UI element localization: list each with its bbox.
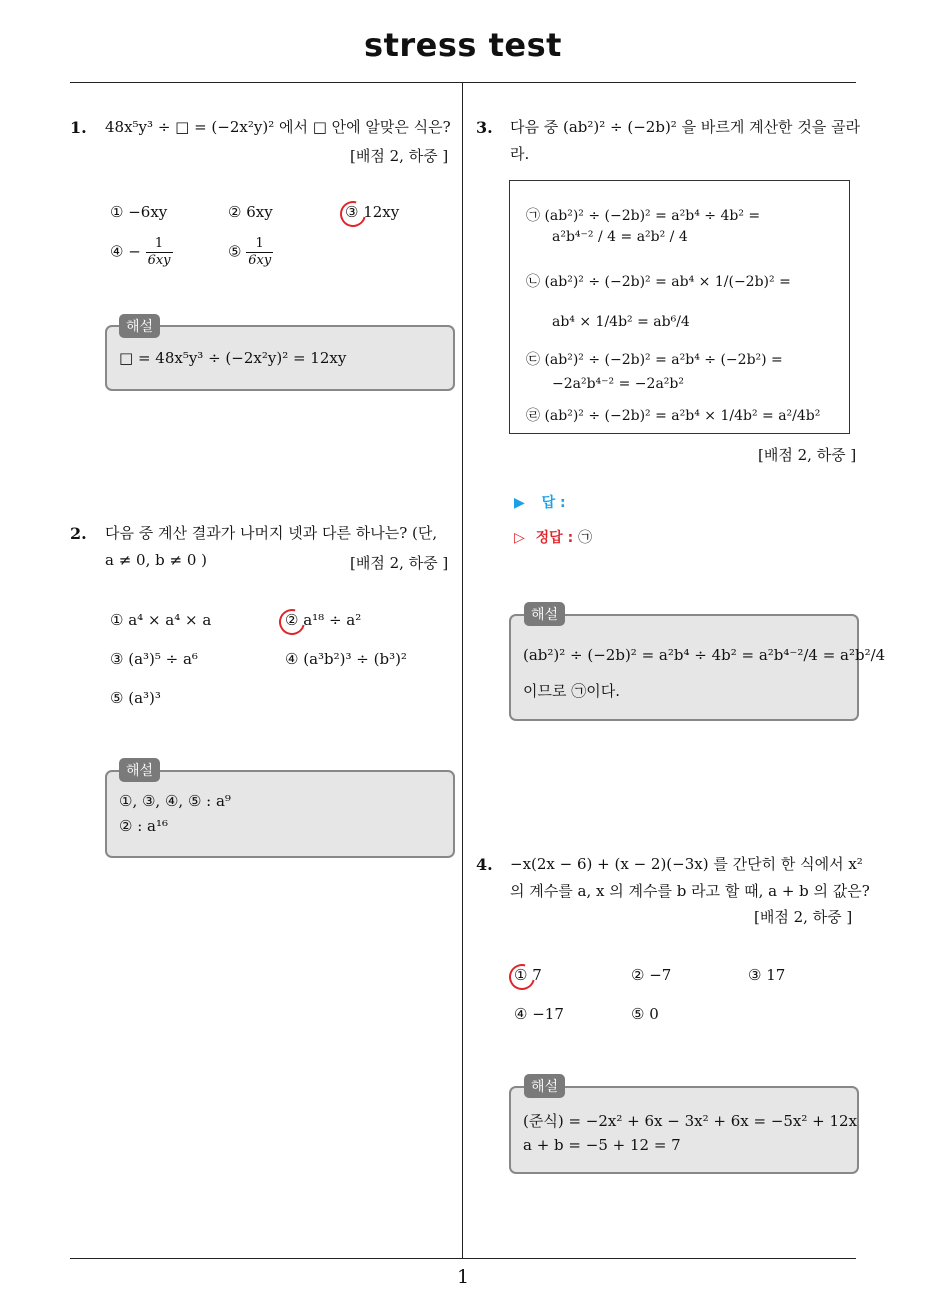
option-a[interactable]: ㉠ (ab²)² ÷ (−2b)² = a²b⁴ ÷ 4b² = xyxy=(526,208,761,224)
option-c-cont: −2a²b⁴⁻² = −2a²b² xyxy=(552,376,684,392)
choice-3[interactable]: ③ (a³)⁵ ÷ a⁶ xyxy=(110,650,198,668)
choice-3[interactable]: ③ 17 xyxy=(748,966,786,984)
choice-2[interactable]: ② a¹⁸ ÷ a² xyxy=(285,611,362,629)
fraction: $\frac{1}{6xy}$ xyxy=(248,236,272,268)
explanation-line: 이므로 ㉠이다. xyxy=(523,682,620,700)
question-meta: [배점 2, 하중 ] xyxy=(350,554,449,572)
selected-mark-icon xyxy=(274,604,310,640)
explanation-line: (준식) = −2x² + 6x − 3x² + 6x = −5x² + 12x xyxy=(523,1112,858,1130)
choice-5[interactable]: ⑤ (a³)³ xyxy=(110,689,161,707)
explanation-line: ①, ③, ④, ⑤ : a⁹ xyxy=(119,792,231,810)
question-stem-cont: 의 계수를 a, x 의 계수를 b 라고 할 때, a + b 의 값은? xyxy=(510,882,870,900)
explanation-tab: 해설 xyxy=(524,1074,565,1098)
play-outline-icon: ▷ xyxy=(514,530,525,546)
choice-3[interactable]: ③ 12xy xyxy=(345,203,400,221)
explanation-tab: 해설 xyxy=(119,314,160,338)
question-stem: 다음 중 계산 결과가 나머지 넷과 다른 하나는? (단, xyxy=(105,524,438,542)
choice-2[interactable]: ② 6xy xyxy=(228,203,273,221)
explanation-line: □ = 48x⁵y³ ÷ (−2x²y)² = 12xy xyxy=(119,349,347,367)
column-divider xyxy=(462,83,463,1258)
question-stem: 48x⁵y³ ÷ □ = (−2x²y)² 에서 □ 안에 알맞은 식은? xyxy=(105,118,451,136)
choice-5[interactable]: ⑤ 0 xyxy=(631,1005,659,1023)
option-d[interactable]: ㉣ (ab²)² ÷ (−2b)² = a²b⁴ × 1/4b² = a²/4b² xyxy=(526,408,821,424)
question-stem: 다음 중 (ab²)² ÷ (−2b)² 을 바르게 계산한 것을 골라 xyxy=(510,118,861,136)
option-c[interactable]: ㉢ (ab²)² ÷ (−2b)² = a²b⁴ ÷ (−2b²) = xyxy=(526,352,783,368)
question-number: 3. xyxy=(476,118,493,137)
option-a-cont: a²b⁴⁻² / 4 = a²b² / 4 xyxy=(552,229,688,245)
choice-1[interactable]: ① 7 xyxy=(514,966,542,984)
explanation-line: a + b = −5 + 12 = 7 xyxy=(523,1136,681,1154)
play-icon: ▶ xyxy=(514,495,525,511)
choice-4[interactable]: ④ (a³b²)³ ÷ (b³)² xyxy=(285,650,407,668)
page-title: stress test xyxy=(364,26,562,64)
correct-answer-line: ▷ 정답 : ㉠ xyxy=(514,530,593,546)
question-stem-condition: a ≠ 0, b ≠ 0 ) xyxy=(105,551,207,569)
explanation-line: ② : a¹⁶ xyxy=(119,817,169,835)
selected-mark-icon xyxy=(335,196,371,232)
choice-4[interactable]: ④ − $\frac{1}{6xy}$ xyxy=(110,236,171,268)
question-stem: −x(2x − 6) + (x − 2)(−3x) 를 간단히 한 식에서 x² xyxy=(510,855,863,873)
options-box xyxy=(509,180,850,434)
explanation-tab: 해설 xyxy=(119,758,160,782)
explanation-tab: 해설 xyxy=(524,602,565,626)
question-stem-cont: 라. xyxy=(510,145,530,163)
choice-1[interactable]: ① −6xy xyxy=(110,203,168,221)
choice-2[interactable]: ② −7 xyxy=(631,966,672,984)
question-number: 1. xyxy=(70,118,87,137)
option-b-cont: ab⁴ × 1/4b² = ab⁶/4 xyxy=(552,314,690,330)
explanation-box xyxy=(509,614,886,721)
question-meta: [배점 2, 하중 ] xyxy=(350,147,449,165)
question-number: 4. xyxy=(476,855,493,874)
footer-rule xyxy=(70,1258,856,1259)
page-number: 1 xyxy=(456,1266,470,1288)
choice-4[interactable]: ④ −17 xyxy=(514,1005,564,1023)
option-b[interactable]: ㉡ (ab²)² ÷ (−2b)² = ab⁴ × 1/(−2b)² = xyxy=(526,274,791,290)
choice-1[interactable]: ① a⁴ × a⁴ × a xyxy=(110,611,212,629)
question-meta: [배점 2, 하중 ] xyxy=(754,908,853,926)
explanation-line: (ab²)² ÷ (−2b)² = a²b⁴ ÷ 4b² = a²b⁴⁻²/4 = a²b²/4 xyxy=(523,646,886,664)
answer-line: ▶ 답 : xyxy=(514,495,566,511)
question-number: 2. xyxy=(70,524,87,543)
explanation-box xyxy=(105,770,455,858)
selected-mark-icon xyxy=(504,959,540,995)
explanation-box xyxy=(509,1086,859,1174)
question-meta: [배점 2, 하중 ] xyxy=(758,446,857,464)
choice-5[interactable]: ⑤ $\frac{1}{6xy}$ xyxy=(228,236,272,268)
fraction: $\frac{1}{6xy}$ xyxy=(147,236,171,268)
header-rule xyxy=(70,82,856,83)
